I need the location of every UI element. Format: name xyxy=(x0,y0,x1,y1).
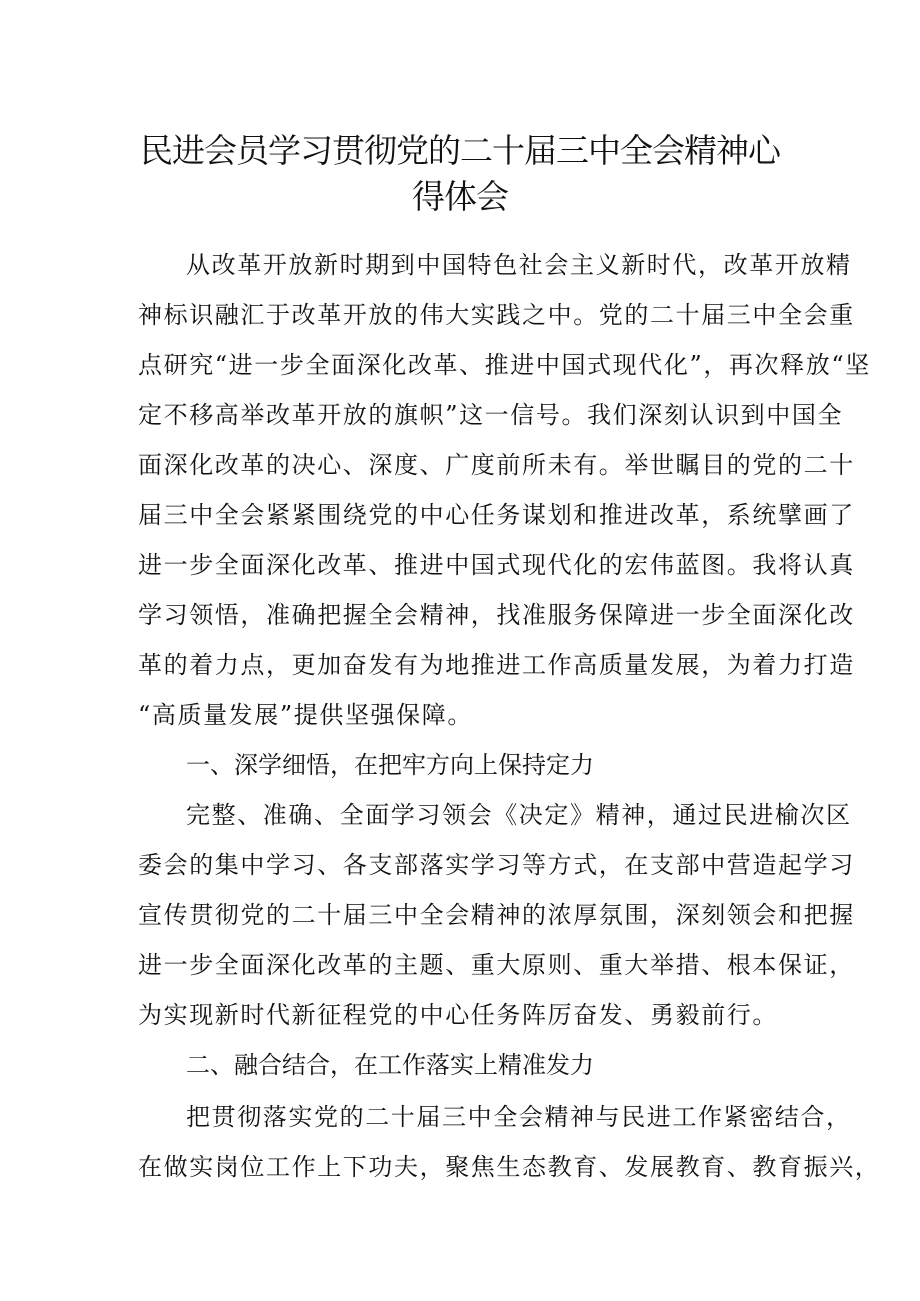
title-line-2: 得体会 xyxy=(412,177,508,216)
paragraph-2-line-5: 为实现新时代新征程党的中心任务阵厉奋发、勇毅前行。 xyxy=(138,1001,778,1029)
paragraph-1-line-3: 点研究“进一步全面深化改革、推进中国式现代化”，再次释放“坚 xyxy=(138,351,871,379)
paragraph-1-line-9: 革的着力点，更加奋发有为地推进工作高质量发展，为着力打造 xyxy=(138,651,855,679)
paragraph-1-line-1: 从改革开放新时期到中国特色社会主义新时代，改革开放精 xyxy=(186,251,852,279)
section-heading-2: 二、融合结合，在工作落实上精准发力 xyxy=(186,1051,594,1079)
document-title xyxy=(120,128,800,220)
paragraph-1-line-2: 神标识融汇于改革开放的伟大实践之中。党的二十届三中全会重 xyxy=(138,301,855,329)
section-heading-1: 一、深学细悟，在把牢方向上保持定力 xyxy=(186,751,594,779)
paragraph-1-line-5: 面深化改革的决心、深度、广度前所未有。举世瞩目的党的二十 xyxy=(138,451,855,479)
paragraph-2-line-1: 完整、准确、全面学习领会《决定》精神，通过民进榆次区 xyxy=(186,801,852,829)
paragraph-2-line-4: 进一步全面深化改革的主题、重大原则、重大举措、根本保证， xyxy=(138,951,855,979)
paragraph-1-line-10: “高质量发展”提供坚强保障。 xyxy=(138,701,473,729)
title-line-1: 民进会员学习贯彻党的二十届三中全会精神心 xyxy=(140,131,780,170)
paragraph-3-line-1: 把贯彻落实党的二十届三中全会精神与民进工作紧密结合， xyxy=(186,1103,852,1131)
paragraph-1-line-6: 届三中全会紧紧围绕党的中心任务谋划和推进改革，系统擘画了 xyxy=(138,501,855,529)
paragraph-2-line-2: 委会的集中学习、各支部落实学习等方式，在支部中营造起学习 xyxy=(138,851,855,879)
paragraph-2-line-3: 宣传贯彻党的二十届三中全会精神的浓厚氛围，深刻领会和把握 xyxy=(138,901,855,929)
paragraph-1-line-8: 学习领悟，准确把握全会精神，找准服务保障进一步全面深化改 xyxy=(138,601,855,629)
paragraph-3-line-2: 在做实岗位工作上下功夫，聚焦生态教育、发展教育、教育振兴， xyxy=(138,1153,881,1181)
paragraph-1-line-4: 定不移高举改革开放的旗帜”这一信号。我们深刻认识到中国全 xyxy=(138,401,844,429)
paragraph-1-line-7: 进一步全面深化改革、推进中国式现代化的宏伟蓝图。我将认真 xyxy=(138,551,855,579)
